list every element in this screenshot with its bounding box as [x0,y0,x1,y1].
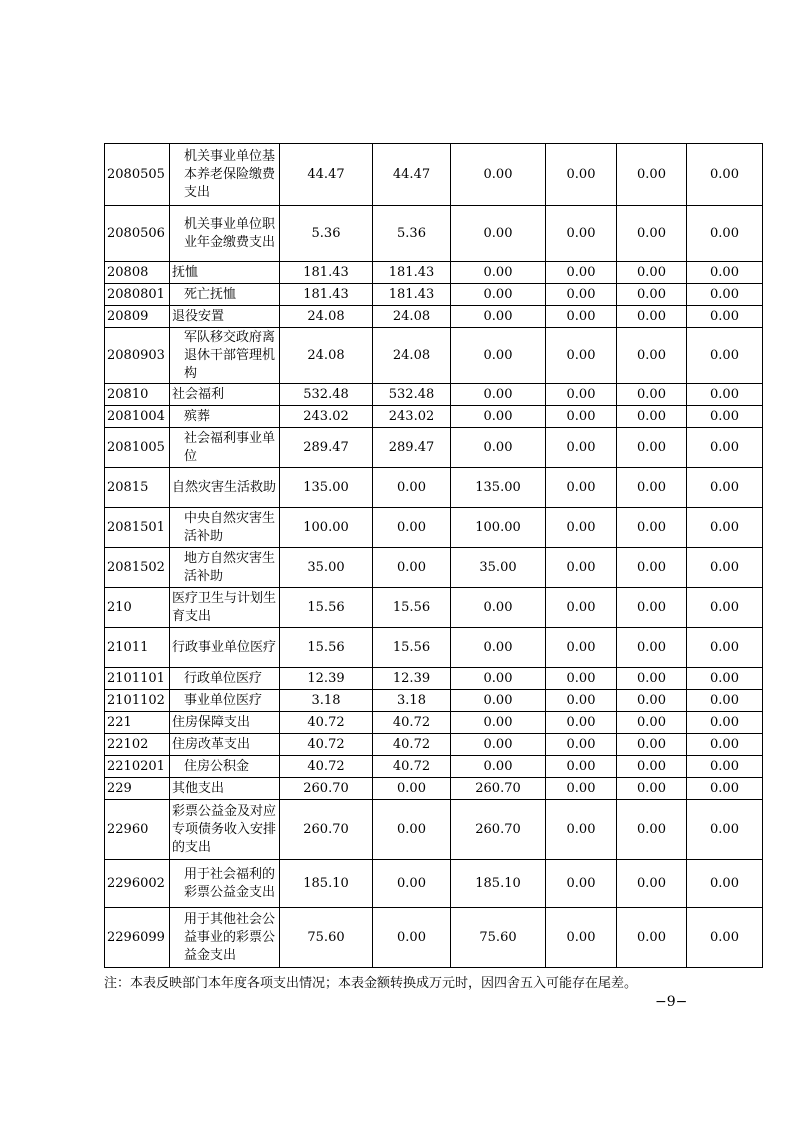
subject-name-cell: 事业单位医疗 [170,690,280,712]
subject-code-cell: 221 [105,712,170,734]
amount-cell: 0.00 [617,406,687,428]
amount-cell: 243.02 [280,406,373,428]
subject-code-cell: 2080505 [105,144,170,206]
amount-cell: 0.00 [617,548,687,588]
amount-cell: 0.00 [617,712,687,734]
table-body [105,144,763,968]
table-row [105,734,763,756]
amount-cell: 0.00 [687,548,763,588]
amount-cell: 75.60 [280,908,373,968]
amount-cell: 100.00 [280,508,373,548]
table-row [105,284,763,306]
amount-cell: 0.00 [373,508,451,548]
subject-name-cell: 用于社会福利的彩票公益金支出 [170,860,280,908]
amount-cell: 0.00 [687,144,763,206]
amount-cell: 44.47 [373,144,451,206]
amount-cell: 0.00 [451,206,546,262]
amount-cell: 0.00 [687,328,763,384]
amount-cell: 181.43 [373,262,451,284]
amount-cell: 0.00 [687,628,763,668]
subject-name-cell: 地方自然灾害生活补助 [170,548,280,588]
amount-cell: 0.00 [617,284,687,306]
amount-cell: 0.00 [546,468,617,508]
subject-code-cell: 2101101 [105,668,170,690]
subject-name-cell: 彩票公益金及对应专项债务收入安排的支出 [170,800,280,860]
amount-cell: 3.18 [280,690,373,712]
amount-cell: 15.56 [280,628,373,668]
amount-cell: 0.00 [451,690,546,712]
amount-cell: 0.00 [451,262,546,284]
table-row [105,690,763,712]
amount-cell: 243.02 [373,406,451,428]
subject-code-cell: 2081004 [105,406,170,428]
amount-cell: 24.08 [280,306,373,328]
subject-name-cell: 中央自然灾害生活补助 [170,508,280,548]
amount-cell: 0.00 [451,284,546,306]
subject-name-cell: 住房改革支出 [170,734,280,756]
subject-name-cell: 社会福利 [170,384,280,406]
amount-cell: 0.00 [617,734,687,756]
subject-code-cell: 2080801 [105,284,170,306]
subject-code-cell: 20809 [105,306,170,328]
subject-code-cell: 2296002 [105,860,170,908]
amount-cell: 260.70 [451,778,546,800]
subject-code-cell: 2080506 [105,206,170,262]
amount-cell: 0.00 [546,668,617,690]
subject-name-cell: 用于其他社会公益事业的彩票公益金支出 [170,908,280,968]
amount-cell: 0.00 [451,306,546,328]
amount-cell: 0.00 [546,734,617,756]
table-row [105,756,763,778]
table-footnote: 注：本表反映部门本年度各项支出情况；本表金额转换成万元时，因四舍五入可能存在尾差。 [104,976,638,991]
amount-cell: 0.00 [687,428,763,468]
subject-code-cell: 21011 [105,628,170,668]
subject-name-cell: 行政事业单位医疗 [170,628,280,668]
table-row [105,860,763,908]
amount-cell: 0.00 [373,548,451,588]
amount-cell: 289.47 [280,428,373,468]
amount-cell: 0.00 [451,384,546,406]
amount-cell: 185.10 [280,860,373,908]
amount-cell: 0.00 [687,468,763,508]
amount-cell: 0.00 [617,908,687,968]
amount-cell: 0.00 [617,668,687,690]
amount-cell: 24.08 [373,306,451,328]
amount-cell: 40.72 [280,712,373,734]
amount-cell: 0.00 [451,628,546,668]
amount-cell: 0.00 [546,860,617,908]
subject-name-cell: 机关事业单位基本养老保险缴费支出 [170,144,280,206]
subject-code-cell: 2081502 [105,548,170,588]
amount-cell: 0.00 [546,800,617,860]
subject-name-cell: 军队移交政府离退休干部管理机构 [170,328,280,384]
amount-cell: 0.00 [617,428,687,468]
amount-cell: 0.00 [617,508,687,548]
amount-cell: 0.00 [546,588,617,628]
subject-name-cell: 住房公积金 [170,756,280,778]
subject-code-cell: 22960 [105,800,170,860]
table-row [105,262,763,284]
subject-code-cell: 2210201 [105,756,170,778]
amount-cell: 0.00 [451,588,546,628]
amount-cell: 0.00 [451,144,546,206]
subject-name-cell: 社会福利事业单位 [170,428,280,468]
subject-code-cell: 20808 [105,262,170,284]
table-row [105,328,763,384]
amount-cell: 0.00 [687,690,763,712]
amount-cell: 44.47 [280,144,373,206]
amount-cell: 0.00 [451,428,546,468]
amount-cell: 0.00 [617,262,687,284]
amount-cell: 0.00 [617,778,687,800]
amount-cell: 0.00 [687,384,763,406]
table-row [105,406,763,428]
amount-cell: 181.43 [373,284,451,306]
amount-cell: 0.00 [546,690,617,712]
amount-cell: 40.72 [280,756,373,778]
subject-name-cell: 殡葬 [170,406,280,428]
amount-cell: 0.00 [617,468,687,508]
table-row [105,908,763,968]
subject-code-cell: 2296099 [105,908,170,968]
amount-cell: 15.56 [373,628,451,668]
amount-cell: 181.43 [280,262,373,284]
subject-name-cell: 住房保障支出 [170,712,280,734]
table-row [105,800,763,860]
amount-cell: 0.00 [687,860,763,908]
amount-cell: 0.00 [687,668,763,690]
amount-cell: 35.00 [280,548,373,588]
amount-cell: 0.00 [687,284,763,306]
table-row [105,778,763,800]
amount-cell: 135.00 [451,468,546,508]
amount-cell: 0.00 [373,778,451,800]
amount-cell: 289.47 [373,428,451,468]
amount-cell: 0.00 [546,384,617,406]
subject-name-cell: 行政单位医疗 [170,668,280,690]
amount-cell: 0.00 [546,778,617,800]
subject-name-cell: 退役安置 [170,306,280,328]
amount-cell: 0.00 [546,144,617,206]
table-row [105,508,763,548]
amount-cell: 40.72 [373,712,451,734]
amount-cell: 0.00 [687,734,763,756]
subject-code-cell: 20815 [105,468,170,508]
expenditure-table [104,143,763,968]
amount-cell: 0.00 [451,328,546,384]
amount-cell: 0.00 [451,406,546,428]
amount-cell: 0.00 [617,328,687,384]
amount-cell: 0.00 [451,756,546,778]
amount-cell: 135.00 [280,468,373,508]
amount-cell: 5.36 [373,206,451,262]
table-row [105,384,763,406]
amount-cell: 0.00 [373,860,451,908]
subject-name-cell: 机关事业单位职业年金缴费支出 [170,206,280,262]
amount-cell: 0.00 [617,860,687,908]
amount-cell: 0.00 [546,206,617,262]
amount-cell: 260.70 [280,778,373,800]
amount-cell: 0.00 [546,908,617,968]
amount-cell: 15.56 [373,588,451,628]
amount-cell: 0.00 [617,628,687,668]
subject-code-cell: 229 [105,778,170,800]
amount-cell: 0.00 [546,428,617,468]
table-row [105,588,763,628]
amount-cell: 0.00 [546,508,617,548]
amount-cell: 532.48 [373,384,451,406]
amount-cell: 3.18 [373,690,451,712]
subject-code-cell: 2080903 [105,328,170,384]
amount-cell: 0.00 [373,800,451,860]
amount-cell: 0.00 [546,628,617,668]
amount-cell: 24.08 [373,328,451,384]
subject-name-cell: 其他支出 [170,778,280,800]
amount-cell: 0.00 [546,262,617,284]
amount-cell: 0.00 [546,712,617,734]
amount-cell: 100.00 [451,508,546,548]
amount-cell: 0.00 [617,756,687,778]
amount-cell: 0.00 [617,384,687,406]
amount-cell: 0.00 [617,144,687,206]
amount-cell: 0.00 [687,800,763,860]
subject-name-cell: 自然灾害生活救助 [170,468,280,508]
amount-cell: 0.00 [617,588,687,628]
amount-cell: 0.00 [617,306,687,328]
amount-cell: 40.72 [373,756,451,778]
amount-cell: 15.56 [280,588,373,628]
table-row [105,548,763,588]
amount-cell: 0.00 [546,328,617,384]
amount-cell: 0.00 [546,756,617,778]
subject-code-cell: 2081501 [105,508,170,548]
amount-cell: 260.70 [280,800,373,860]
table-row [105,668,763,690]
amount-cell: 0.00 [687,206,763,262]
amount-cell: 0.00 [451,734,546,756]
amount-cell: 0.00 [687,778,763,800]
table-row [105,206,763,262]
amount-cell: 0.00 [687,756,763,778]
amount-cell: 0.00 [617,206,687,262]
amount-cell: 532.48 [280,384,373,406]
subject-name-cell: 医疗卫生与计划生育支出 [170,588,280,628]
amount-cell: 12.39 [280,668,373,690]
amount-cell: 0.00 [687,508,763,548]
amount-cell: 0.00 [687,406,763,428]
amount-cell: 181.43 [280,284,373,306]
table-row [105,628,763,668]
amount-cell: 24.08 [280,328,373,384]
subject-code-cell: 2081005 [105,428,170,468]
subject-code-cell: 20810 [105,384,170,406]
amount-cell: 0.00 [687,262,763,284]
amount-cell: 0.00 [687,306,763,328]
amount-cell: 0.00 [687,712,763,734]
amount-cell: 0.00 [546,284,617,306]
subject-name-cell: 死亡抚恤 [170,284,280,306]
subject-code-cell: 2101102 [105,690,170,712]
amount-cell: 0.00 [687,908,763,968]
amount-cell: 0.00 [373,908,451,968]
amount-cell: 40.72 [280,734,373,756]
table-row [105,144,763,206]
amount-cell: 0.00 [373,468,451,508]
amount-cell: 0.00 [546,306,617,328]
amount-cell: 0.00 [687,588,763,628]
amount-cell: 0.00 [617,690,687,712]
amount-cell: 0.00 [451,668,546,690]
amount-cell: 0.00 [617,800,687,860]
subject-code-cell: 22102 [105,734,170,756]
amount-cell: 0.00 [546,406,617,428]
table-row [105,468,763,508]
amount-cell: 0.00 [546,548,617,588]
table-row [105,712,763,734]
page-number: −9− [655,994,688,1010]
amount-cell: 12.39 [373,668,451,690]
table-row [105,306,763,328]
amount-cell: 185.10 [451,860,546,908]
expenditure-table-container [104,143,762,968]
subject-name-cell: 抚恤 [170,262,280,284]
amount-cell: 75.60 [451,908,546,968]
table-row [105,428,763,468]
subject-code-cell: 210 [105,588,170,628]
amount-cell: 35.00 [451,548,546,588]
amount-cell: 260.70 [451,800,546,860]
amount-cell: 5.36 [280,206,373,262]
amount-cell: 0.00 [451,712,546,734]
amount-cell: 40.72 [373,734,451,756]
